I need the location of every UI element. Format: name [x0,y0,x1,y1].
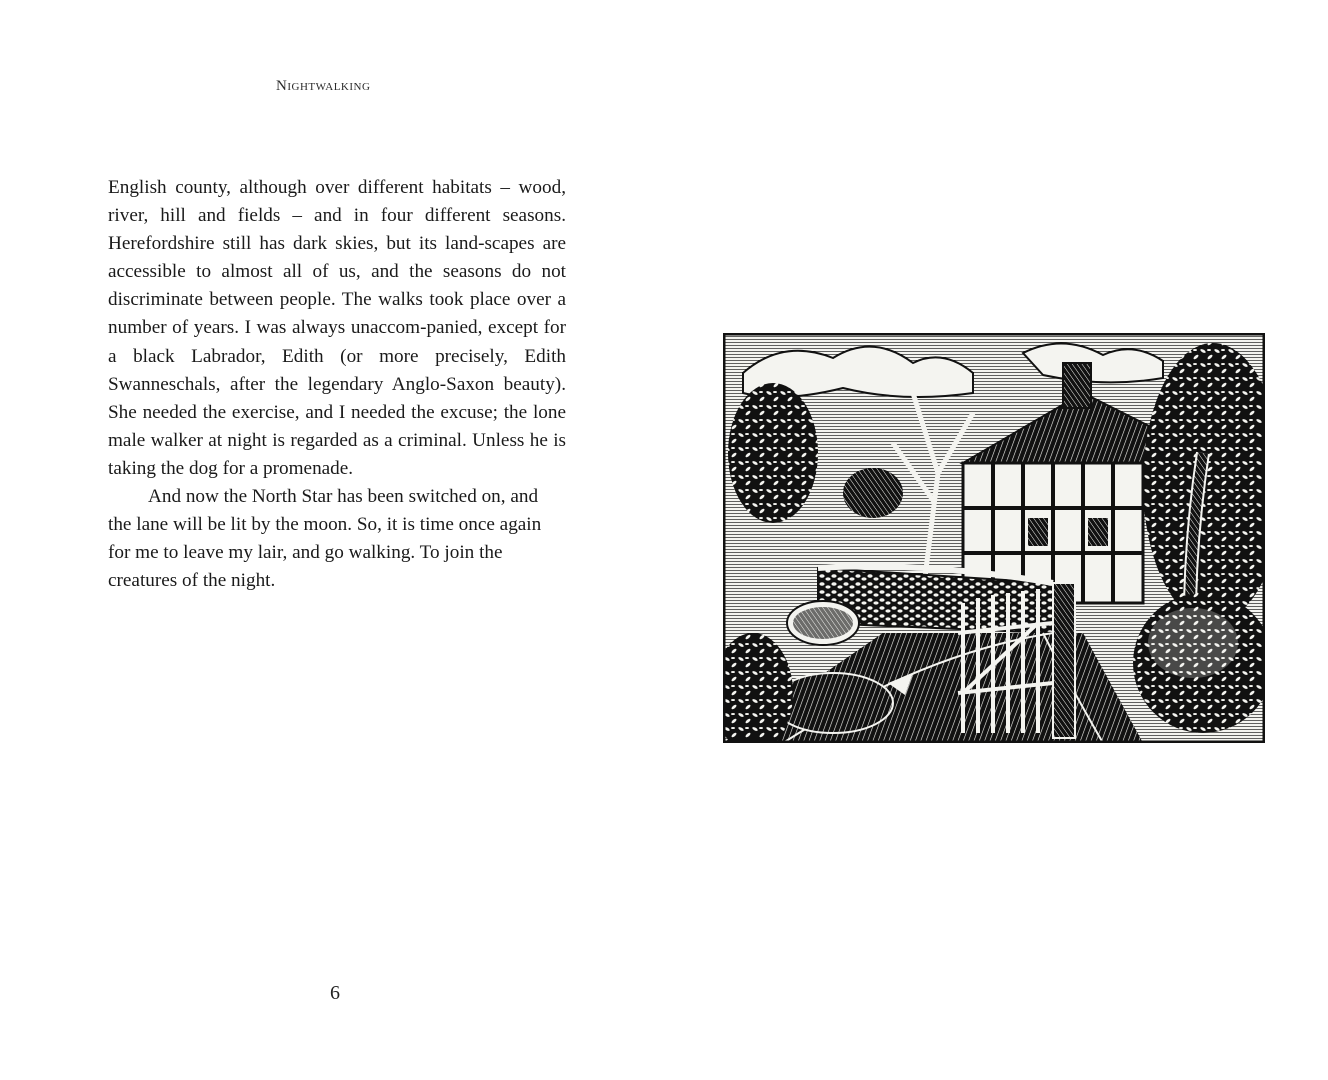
paragraph: And now the North Star has been switched on, and the lane will be lit by the moon. So, it is time once again for me to leave my lair, and go walking. To join the creatures of the night. [108,486,542,592]
running-head: Nightwalking [276,78,371,94]
farmhouse-engraving-icon [723,333,1265,743]
paragraph: English county, although over different habitats – wood, river, hill and fields – and in four different seasons. Herefordshire still has dark skies, but its land-scapes are accessible to almost all of us, and the seasons do not discriminate between people. The walks took place over a number of years. I was always unaccom-panied, except for a black Labrador, Edith (or more precisely, Edith Swanneschals, after the legendary Anglo-Saxon beauty). She needed the exercise, and I needed the excuse; the lone male walker at night is regarded as a criminal. Unless he is taking the dog for a promenade. [108,177,566,479]
wood-engraving-illustration [723,333,1265,743]
body-text [108,174,566,595]
page-number: 6 [330,982,340,1004]
